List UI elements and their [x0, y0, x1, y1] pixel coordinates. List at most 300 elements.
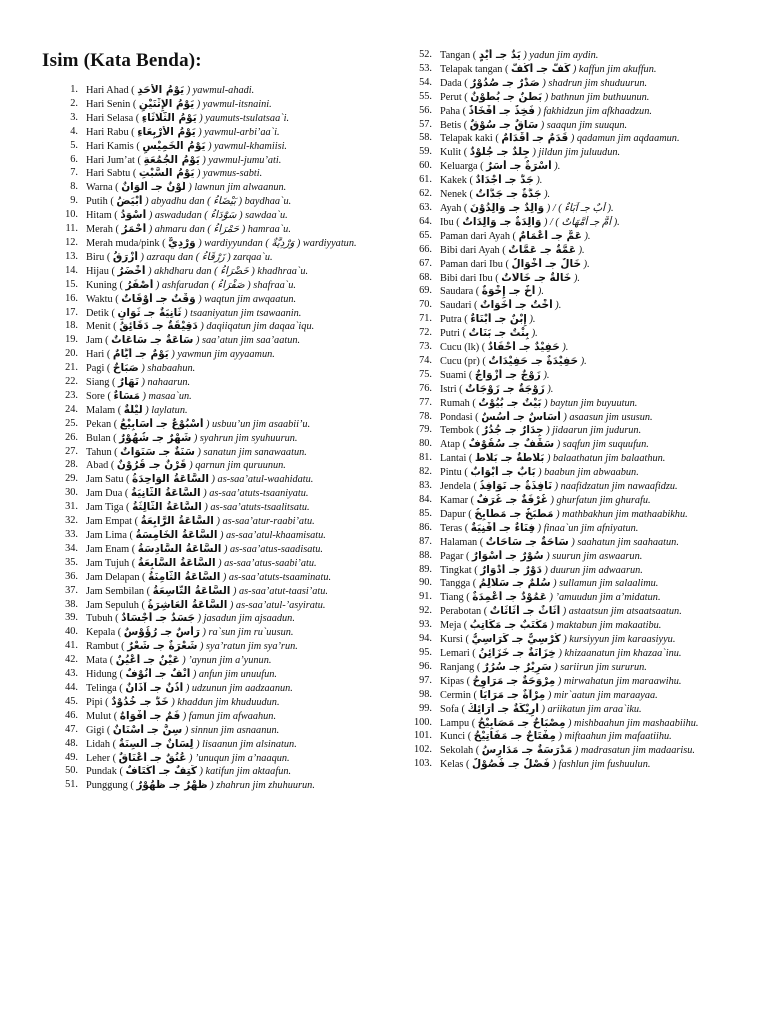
- arabic-word: كَتِفٌ جـ أَكْتَافٌ: [125, 765, 197, 778]
- list-item: [36, 654, 398, 668]
- indonesian-word: Lantai (: [440, 453, 475, 465]
- item-number: 89.: [419, 563, 432, 575]
- list-item: [400, 591, 762, 605]
- indonesian-word: Saudara (: [440, 286, 482, 298]
- transliteration: ) ’unuqun jim a’naaqun.: [188, 752, 290, 764]
- item-text: [440, 119, 762, 133]
- arabic-word: يَوْمُ الْإِثْنَيْنِ: [138, 97, 195, 110]
- list-item: [36, 626, 398, 640]
- transliteration: ) mir`aatun jim maraayaa.: [547, 689, 658, 701]
- item-text: [86, 446, 398, 460]
- item-text: [86, 710, 398, 724]
- indonesian-word: Jam (: [86, 335, 112, 347]
- item-number: 15.: [65, 278, 78, 290]
- item-text: [440, 591, 762, 605]
- transliteration: ) qarnun jim quruunun.: [189, 460, 286, 472]
- indonesian-word: Kuning (: [86, 279, 126, 291]
- item-text: [440, 564, 762, 578]
- transliteration: ) yawmus-sabti.: [197, 168, 263, 180]
- indonesian-word: Sore (: [86, 390, 114, 402]
- list-item: [36, 320, 398, 334]
- transliteration: ) yawmul-itsnaini.: [196, 98, 272, 110]
- indonesian-word: Tangga (: [440, 578, 479, 590]
- transliteration: ).: [578, 244, 585, 256]
- item-number: 6.: [70, 153, 78, 165]
- arabic-word: مَسَاءٌ: [113, 389, 140, 402]
- transliteration: ).: [554, 161, 561, 173]
- item-text: [440, 146, 762, 160]
- arabic-word: يَدٌ جـ أَيْدٍ: [478, 49, 521, 61]
- arabic-word: شَهْرٌ جـ شُهُوْرٌ: [119, 431, 192, 444]
- item-number: 61.: [419, 174, 432, 186]
- arabic-word: سُلَّمٌ جـ سَلَالِمُ: [478, 577, 551, 590]
- indonesian-word: Cucu (lk) (: [440, 342, 488, 354]
- list-item: [36, 98, 398, 112]
- list-item: [36, 84, 398, 98]
- item-number: 25.: [65, 417, 78, 429]
- list-item: [400, 494, 762, 508]
- list-item: [36, 765, 398, 779]
- arabic-word: أُسْبُوْعٌ جـ أَسَابِيْعُ: [119, 417, 204, 430]
- list-item: [36, 543, 398, 557]
- arabic-word: دَقِيْقَةٌ جـ دَقَائِقُ: [119, 320, 198, 333]
- item-number: 102.: [413, 744, 432, 756]
- transliteration: ) nahaarun.: [141, 377, 191, 389]
- arabic-word: يَوْمُ السَّبْتِ: [138, 167, 195, 180]
- item-text: [440, 397, 762, 411]
- item-number: 14.: [65, 264, 78, 276]
- item-number: 75.: [419, 368, 432, 380]
- transliteration: ) abyadhu dan ( بَيْضَاءُ ) baydhaa`u.: [145, 196, 292, 208]
- arabic-word: أَسْوَدُ: [120, 209, 147, 222]
- list-item: [36, 126, 398, 140]
- arabic-word: مِرْوَحَةٌ جـ مَرَاوِحُ: [472, 674, 556, 687]
- item-text: [86, 307, 398, 321]
- indonesian-word: Jam Sepuluh (: [86, 599, 148, 611]
- transliteration: ) yaumuts-tsulatsaa`i.: [199, 112, 290, 124]
- item-text: [440, 327, 762, 341]
- item-text: [86, 501, 398, 515]
- indonesian-word: Kelas (: [440, 759, 473, 771]
- indonesian-word: Kulit (: [440, 147, 470, 159]
- arabic-word: وَرْدِيٌّ: [168, 236, 196, 249]
- indonesian-word: Tangan (: [440, 50, 479, 61]
- arabic-word: السَّاعَةُ الثَّالِثَةُ: [132, 501, 202, 514]
- item-text: [440, 466, 762, 480]
- list-item: [36, 307, 398, 321]
- transliteration: ) waqtun jim awqaatun.: [198, 293, 297, 305]
- arabic-word: وَالِدَةٌ جـ وَالِدَاتٌ: [462, 215, 542, 228]
- transliteration: ) as-saa’atul-waahidatu.: [211, 474, 314, 486]
- indonesian-word: Hari Selasa (: [86, 112, 142, 124]
- item-number: 98.: [419, 688, 432, 700]
- arabic-word: سَاعَةٌ جـ سَاعَاتٌ: [111, 334, 194, 347]
- item-number: 60.: [419, 160, 432, 172]
- transliteration: ) ’amuudun jim a’midatun.: [549, 592, 661, 604]
- transliteration: ).: [537, 286, 544, 298]
- item-number: 97.: [419, 674, 432, 686]
- indonesian-word: Detik (: [86, 307, 118, 319]
- item-text: [440, 91, 762, 105]
- arabic-word: أَثَاثٌ جـ أَثَاثَاتٌ: [489, 605, 561, 618]
- arabic-word: بَيْتٌ جـ بُيُوْتٌ: [478, 396, 542, 409]
- indonesian-word: Pagi (: [86, 363, 113, 375]
- indonesian-word: Kipas (: [440, 675, 473, 687]
- item-number: 36.: [65, 570, 78, 582]
- item-text: [86, 279, 398, 293]
- transliteration: ).: [562, 342, 569, 354]
- transliteration: ) yawmul-ahadi.: [186, 85, 255, 96]
- transliteration: ) lisaanun jim alsinatun.: [196, 738, 297, 750]
- list-item: [400, 508, 762, 522]
- item-number: 21.: [65, 362, 78, 374]
- list-item: [36, 459, 398, 473]
- indonesian-word: Keluarga (: [440, 161, 487, 173]
- arabic-word: حَفِيْدَةٌ جـ حَفِيْدَاتٌ: [488, 354, 579, 367]
- item-text: [86, 112, 398, 126]
- indonesian-word: Jam Dua (: [86, 488, 131, 500]
- item-text: [440, 480, 762, 494]
- transliteration: ) yadun jim aydin.: [523, 50, 599, 61]
- list-item: [400, 647, 762, 661]
- transliteration: ).: [543, 369, 550, 381]
- list-item: [400, 369, 762, 383]
- transliteration: ) as-saa’atul-’asyiratu.: [229, 599, 326, 611]
- list-item: [36, 724, 398, 738]
- transliteration: ) asaasun jim ususun.: [563, 411, 653, 423]
- arabic-word: أَنْفٌ جـ أُنُوْفٌ: [125, 668, 191, 681]
- item-number: 87.: [419, 535, 432, 547]
- item-number: 39.: [65, 612, 78, 624]
- transliteration: ) as-saa’atuts-tsaaniyatu.: [203, 488, 309, 500]
- transliteration: ).: [531, 328, 538, 340]
- transliteration: ) bathnun jim buthuunun.: [544, 91, 650, 103]
- list-item: [400, 424, 762, 438]
- arabic-word: سِنٌّ جـ أَسْنَانٌ: [112, 723, 183, 736]
- item-number: 69.: [419, 285, 432, 297]
- indonesian-word: Waktu (: [86, 293, 122, 305]
- list-item: [400, 744, 762, 758]
- arabic-word: فَخِذٌ جـ أَفْخَاذٌ: [468, 104, 535, 117]
- transliteration: ) saahatun jim saahaatun.: [571, 536, 679, 548]
- indonesian-word: Putra (: [440, 314, 471, 326]
- list-item: [400, 299, 762, 313]
- arabic-word: بَابٌ جـ أَبْوَابٌ: [470, 466, 536, 479]
- item-text: [86, 348, 398, 362]
- indonesian-word: Merah muda/pink (: [86, 237, 169, 249]
- item-text: [440, 77, 762, 91]
- arabic-word: سَنَةٌ جـ سَنَوَاتٌ: [120, 445, 195, 458]
- item-number: 56.: [419, 104, 432, 116]
- item-text: [440, 313, 762, 327]
- item-number: 90.: [419, 577, 432, 589]
- list-item: [36, 529, 398, 543]
- transliteration: ) as-saa’atul-khaamisatu.: [220, 530, 326, 541]
- list-item: [36, 710, 398, 724]
- transliteration: ) ariikatun jim araa`iku.: [541, 703, 642, 715]
- indonesian-word: Istri (: [440, 383, 466, 395]
- list-item: [36, 167, 398, 181]
- item-number: 88.: [419, 549, 432, 561]
- list-item: [400, 119, 762, 133]
- item-number: 83.: [419, 480, 432, 492]
- indonesian-word: Bulan (: [86, 432, 120, 444]
- item-number: 46.: [65, 709, 78, 721]
- item-text: [86, 640, 398, 654]
- indonesian-word: Pekan (: [86, 418, 120, 430]
- transliteration: ) as-saa’atuts-tsaalitsatu.: [204, 502, 310, 514]
- transliteration: ) lawnun jim alwaanun.: [188, 182, 287, 194]
- item-text: [440, 703, 762, 717]
- list-item: [400, 730, 762, 744]
- arabic-word: يَوْمُ الْجُمُعَةِ: [143, 153, 200, 166]
- list-item: [36, 334, 398, 348]
- transliteration: ) anfun jim unuufun.: [192, 669, 277, 681]
- item-number: 50.: [65, 765, 78, 777]
- transliteration: ) shabaahun.: [141, 363, 196, 375]
- item-text: [86, 487, 398, 501]
- item-number: 73.: [419, 341, 432, 353]
- list-item: [36, 696, 398, 710]
- indonesian-word: Pagar (: [440, 550, 473, 562]
- transliteration: ).: [573, 272, 580, 284]
- indonesian-word: Merah (: [86, 224, 122, 236]
- item-text: [86, 334, 398, 348]
- item-number: 81.: [419, 452, 432, 464]
- transliteration: ) akhdharu dan ( خَضْرَاءُ ) khadhraa`u.: [148, 265, 309, 277]
- transliteration: ) yawmul-arbi’aa`i.: [198, 126, 280, 138]
- indonesian-word: Bibi dari Ibu (: [440, 272, 502, 284]
- transliteration: ) laylatun.: [145, 404, 188, 416]
- item-text: [440, 633, 762, 647]
- arabic-word: صَدْرٌ جـ صُدُوْرٌ: [470, 76, 540, 89]
- item-text: [86, 223, 398, 237]
- list-item: [36, 585, 398, 599]
- item-text: [86, 390, 398, 404]
- item-number: 17.: [65, 306, 78, 318]
- item-text: [86, 696, 398, 710]
- transliteration: ) naafidzatun jim nawaafidzu.: [554, 481, 678, 493]
- item-number: 34.: [65, 542, 78, 554]
- indonesian-word: Teras (: [440, 522, 471, 534]
- indonesian-word: Kursi (: [440, 634, 472, 646]
- item-text: [440, 174, 762, 188]
- item-text: [86, 473, 398, 487]
- transliteration: ) kursiyyun jim karaasiyyu.: [563, 634, 676, 646]
- item-number: 95.: [419, 646, 432, 658]
- list-item: [400, 341, 762, 355]
- arabic-word: عُنُقٌ جـ أَعْنَاقٌ: [118, 751, 187, 764]
- item-number: 3.: [70, 111, 78, 123]
- indonesian-word: Jam Satu (: [86, 474, 133, 486]
- indonesian-word: Hari (: [86, 349, 113, 361]
- transliteration: ) as-saa’atur-raabi’atu.: [216, 516, 315, 528]
- indonesian-word: Kamar (: [440, 495, 477, 506]
- arabic-word: أَرِيْكَةٌ جـ أَرَائِكُ: [467, 702, 539, 715]
- transliteration: ) shadrun jim shuduurun.: [542, 77, 648, 89]
- arabic-word: لَيْلَةٌ: [123, 403, 143, 416]
- indonesian-word: Jam Tujuh (: [86, 557, 138, 569]
- item-number: 18.: [65, 320, 78, 332]
- list-item: [400, 272, 762, 286]
- item-text: [440, 452, 762, 466]
- item-text: [440, 605, 762, 619]
- list-item: [400, 258, 762, 272]
- list-item: [36, 112, 398, 126]
- arabic-word: السَّاعَةُ الرَّابِعَةُ: [140, 515, 214, 528]
- item-number: 62.: [419, 188, 432, 200]
- item-text: [440, 341, 762, 355]
- transliteration: ).: [583, 258, 590, 270]
- indonesian-word: Siang (: [86, 377, 119, 389]
- list-item: [400, 758, 762, 772]
- arabic-word: يَوْمُ الْخَمِيْسِ: [142, 139, 206, 152]
- indonesian-word: Jendela (: [440, 481, 480, 493]
- transliteration: ) as-saa’atut-taasi’atu.: [232, 585, 328, 597]
- item-number: 91.: [419, 591, 432, 603]
- indonesian-word: Warna (: [86, 182, 122, 194]
- indonesian-word: Jam Delapan (: [86, 571, 149, 583]
- item-number: 85.: [419, 507, 432, 519]
- list-item: [400, 550, 762, 564]
- list-item: [36, 223, 398, 237]
- item-text: [440, 522, 762, 536]
- item-text: [440, 188, 762, 202]
- item-text: [86, 432, 398, 446]
- list-item: [400, 619, 762, 633]
- arabic-word: سَاحَةٌ جـ سَاحَاتٌ: [485, 535, 569, 548]
- arabic-word: نَهَارٌ: [118, 376, 139, 389]
- transliteration: ) yawmun jim ayyaamun.: [171, 349, 275, 361]
- item-text: [86, 195, 398, 209]
- indonesian-word: Halaman (: [440, 536, 486, 548]
- list-item: [400, 577, 762, 591]
- item-number: 37.: [65, 584, 78, 596]
- list-item: [36, 154, 398, 168]
- arabic-word: أُخْتٌ جـ أَخَوَاتٌ: [480, 299, 553, 312]
- arabic-word: فَمٌ جـ أَفْوَاهٌ: [119, 709, 181, 722]
- item-number: 1.: [70, 84, 78, 95]
- item-text: [86, 251, 398, 265]
- item-number: 24.: [65, 403, 78, 415]
- indonesian-word: Lampu (: [440, 717, 478, 729]
- indonesian-word: Telinga (: [86, 682, 126, 694]
- indonesian-word: Bibi dari Ayah (: [440, 244, 509, 256]
- arabic-word: وَالِدٌ جـ وَالِدُوْنَ: [469, 201, 545, 214]
- list-item: [36, 501, 398, 515]
- item-text: [86, 418, 398, 432]
- indonesian-word: Kakek (: [440, 175, 476, 187]
- arabic-word: أَحْمَرُ: [121, 223, 147, 236]
- transliteration: ) ashfarudan ( صَفْرَاءُ ) shafraa`u.: [155, 279, 296, 291]
- arabic-word: قَرْنٌ جـ قُرُوْنٌ: [116, 459, 187, 472]
- indonesian-word: Putih (: [86, 196, 117, 208]
- item-number: 33.: [65, 529, 78, 540]
- arabic-word: يَوْمُ الْأَرْبِعَاءِ: [137, 125, 196, 138]
- list-item: [400, 244, 762, 258]
- transliteration: ) as-saa’atuts-tsaaminatu.: [222, 571, 332, 583]
- arabic-word: ظَهْرٌ جـ ظُهُوْرٌ: [136, 779, 208, 792]
- indonesian-word: Pintu (: [440, 467, 471, 479]
- item-text: [440, 494, 762, 508]
- item-number: 74.: [419, 354, 432, 366]
- arabic-word: صَبَاحٌ: [112, 362, 139, 375]
- list-item: [36, 251, 398, 265]
- item-number: 41.: [65, 640, 78, 652]
- arabic-word: سَاقٌ جـ سُوْقٌ: [469, 118, 539, 131]
- arabic-word: زَوْجٌ جـ أَزْوَاجٌ: [474, 368, 541, 381]
- transliteration: ) khizaanatun jim khazaa`inu.: [558, 647, 682, 659]
- arabic-word: مَطْبَخٌ جـ مَطَابِخُ: [474, 507, 554, 520]
- indonesian-word: Perut (: [440, 91, 471, 103]
- item-number: 66.: [419, 243, 432, 255]
- transliteration: ) ghurfatun jim ghurafu.: [550, 495, 651, 506]
- transliteration: ) saaqun jim suuqun.: [540, 119, 628, 131]
- item-number: 2.: [70, 97, 78, 109]
- item-text: [86, 362, 398, 376]
- transliteration: ) azraqu dan ( زَرْقَاءُ ) zarqaa`u.: [140, 251, 273, 263]
- arabic-word: خَدٌّ جـ خُدُوْدٌ: [111, 695, 169, 708]
- list-item: [400, 91, 762, 105]
- item-number: 49.: [65, 751, 78, 763]
- transliteration: ) mirwahatun jim maraawihu.: [557, 675, 682, 687]
- transliteration: ) syahrun jim syuhuurun.: [193, 432, 298, 444]
- indonesian-word: Jam Lima (: [86, 530, 136, 541]
- item-number: 10.: [65, 209, 78, 221]
- arabic-word: دَوْرٌ جـ أَدْوَارٌ: [480, 563, 542, 576]
- transliteration: ) astaatsun jim atsaatsaatun.: [562, 606, 682, 618]
- arabic-word: أُذُنٌ جـ آذَانٌ: [125, 681, 184, 694]
- transliteration: ) as-saa’atus-saadisatu.: [223, 543, 323, 555]
- item-text: [86, 543, 398, 557]
- indonesian-word: Kepala (: [86, 627, 124, 639]
- arabic-word: ثَانِيَةٌ جـ ثَوَانٍ: [117, 306, 182, 319]
- indonesian-word: Mulut (: [86, 710, 120, 722]
- indonesian-word: Lidah (: [86, 738, 119, 750]
- indonesian-word: Paha (: [440, 105, 469, 117]
- item-number: 48.: [65, 737, 78, 749]
- arabic-word: كَفٌّ جـ أَكُفٌّ: [511, 62, 571, 75]
- indonesian-word: Betis (: [440, 119, 470, 131]
- indonesian-word: Meja (: [440, 620, 470, 632]
- list-item: [36, 390, 398, 404]
- item-text: [86, 557, 398, 571]
- item-text: [86, 98, 398, 112]
- indonesian-word: Jam Sembilan (: [86, 585, 153, 597]
- transliteration: ) baabun jim abwaabun.: [538, 467, 639, 479]
- arabic-word: أَخٌ جـ إِخْوَةٌ: [481, 285, 536, 298]
- transliteration: ).: [580, 355, 587, 367]
- item-text: [86, 612, 398, 626]
- list-item: [36, 418, 398, 432]
- item-number: 96.: [419, 660, 432, 672]
- indonesian-word: Rambut (: [86, 641, 128, 653]
- arabic-word: قَدَمٌ جـ أَقْدَامٌ: [501, 132, 569, 145]
- item-number: 42.: [65, 654, 78, 666]
- transliteration: ).: [544, 189, 551, 201]
- transliteration: ) miftaahun jim mafaatiihu.: [558, 731, 672, 743]
- arabic-word: بِنْتٌ جـ بَنَاتٌ: [468, 327, 530, 340]
- item-number: 52.: [419, 49, 432, 60]
- item-text: [440, 63, 762, 77]
- left-column: [36, 84, 398, 793]
- list-item: [36, 515, 398, 529]
- item-text: [440, 717, 762, 731]
- item-number: 63.: [419, 201, 432, 213]
- arabic-word: شَعْرَةٌ جـ شَعْرٌ: [127, 640, 198, 653]
- transliteration: ) balaathatun jim balaathun.: [546, 453, 666, 465]
- item-text: [86, 84, 398, 98]
